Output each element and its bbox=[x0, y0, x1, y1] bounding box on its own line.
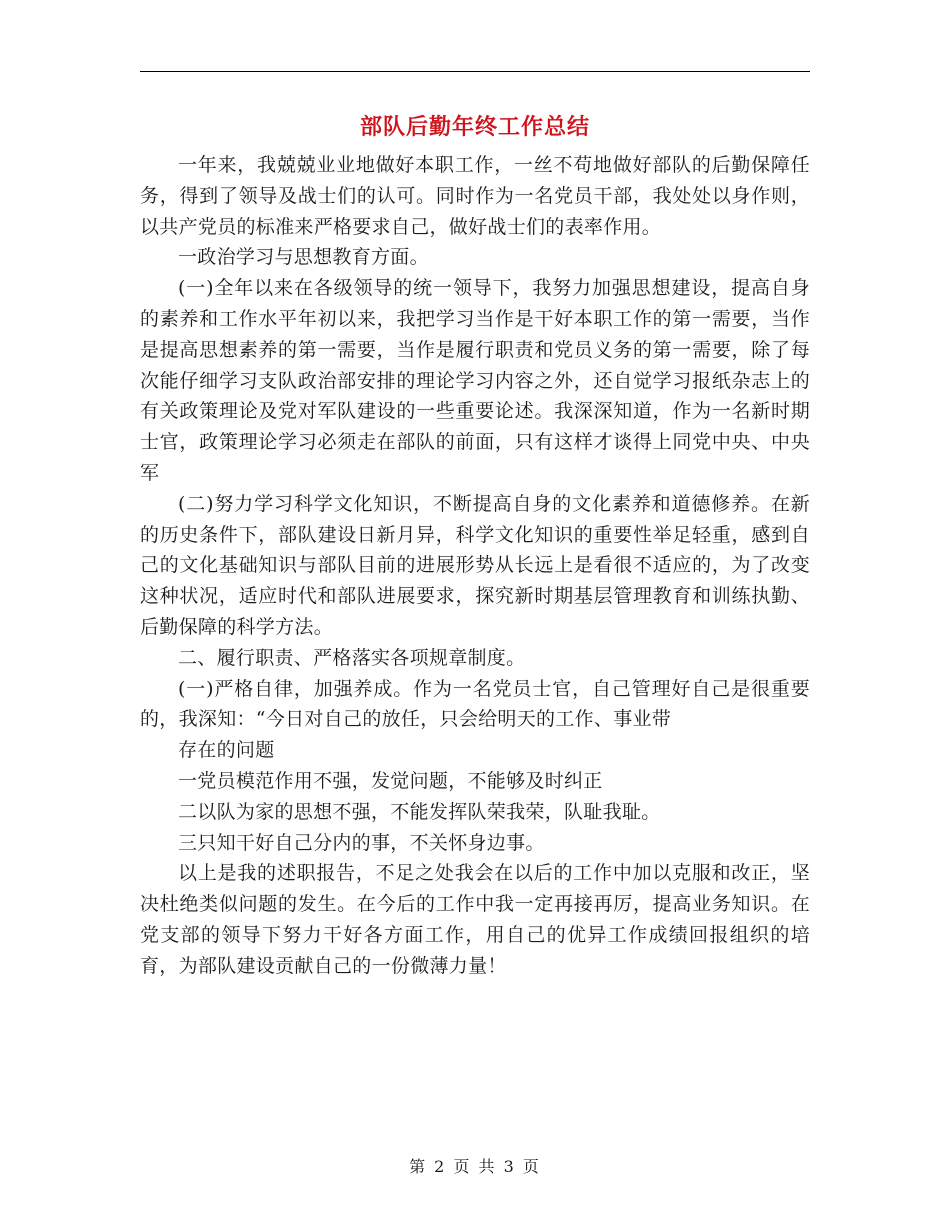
problem-item-1: 一党员模范作用不强，发觉问题，不能够及时纠正 bbox=[178, 769, 603, 792]
problem-item-2: 二以队为家的思想不强，不能发挥队荣我荣，队耻我耻。 bbox=[178, 800, 661, 823]
document-title: 部队后勤年终工作总结 bbox=[359, 114, 590, 140]
section-heading-duties: 二、履行职责、严格落实各项规章制度。 bbox=[178, 646, 526, 669]
problem-item-3: 三只知干好自己分内的事，不关怀身边事。 bbox=[178, 831, 545, 854]
paragraph-duties-1: (一)严格自律，加强养成。作为一名党员士官，自己管理好自己是很重要的，我深知：“今日对自己的放任，只会给明天的工作、事业带 bbox=[140, 677, 810, 731]
document-body bbox=[140, 150, 810, 982]
paragraph-intro: 一年来，我兢兢业业地做好本职工作，一丝不苟地做好部队的后勤保障任务，得到了领导及战士们的认可。同时作为一名党员干部，我处处以身作则，以共产党员的标准来严格要求自己，做好战士们的表率作用。 bbox=[140, 154, 810, 238]
paragraph-conclusion: 以上是我的述职报告，不足之处我会在以后的工作中加以克服和改正，坚决杜绝类似问题的发生。在今后的工作中我一定再接再厉，提高业务知识。在党支部的领导下努力干好各方面工作，用自己的优异工作成绩回报组织的培育，为部队建设贡献自己的一份微薄力量！ bbox=[140, 862, 810, 977]
section-heading-politics: 一政治学习与思想教育方面。 bbox=[178, 246, 429, 269]
paragraph-politics-1: (一)全年以来在各级领导的统一领导下，我努力加强思想建设，提高自身的素养和工作水平年初以来，我把学习当作是干好本职工作的第一需要，当作是提高思想素养的第一需要，当作是履行职责和党员义务的第一需要，除了每次能仔细学习支队政治部安排的理论学习内容之外，还自觉学习报纸杂志上的有关政策理论及党对军队建设的一些重要论述。我深深知道，作为一名新时期士官，政策理论学习必须走在部队的前面，只有这样才谈得上同党中央、中央军 bbox=[140, 277, 810, 484]
paragraph-politics-2: (二)努力学习科学文化知识，不断提高自身的文化素养和道德修养。在新的历史条件下，部队建设日新月异，科学文化知识的重要性举足轻重，感到自己的文化基础知识与部队目前的进展形势从长远上是看很不适应的，为了改变这种状况，适应时代和部队进展要求，探究新时期基层管理教育和训练执勤、后勤保障的科学方法。 bbox=[140, 492, 810, 638]
section-heading-problems: 存在的问题 bbox=[178, 739, 275, 762]
header-rule bbox=[140, 71, 810, 72]
page-number: 第 2 页 共 3 页 bbox=[409, 1157, 541, 1176]
